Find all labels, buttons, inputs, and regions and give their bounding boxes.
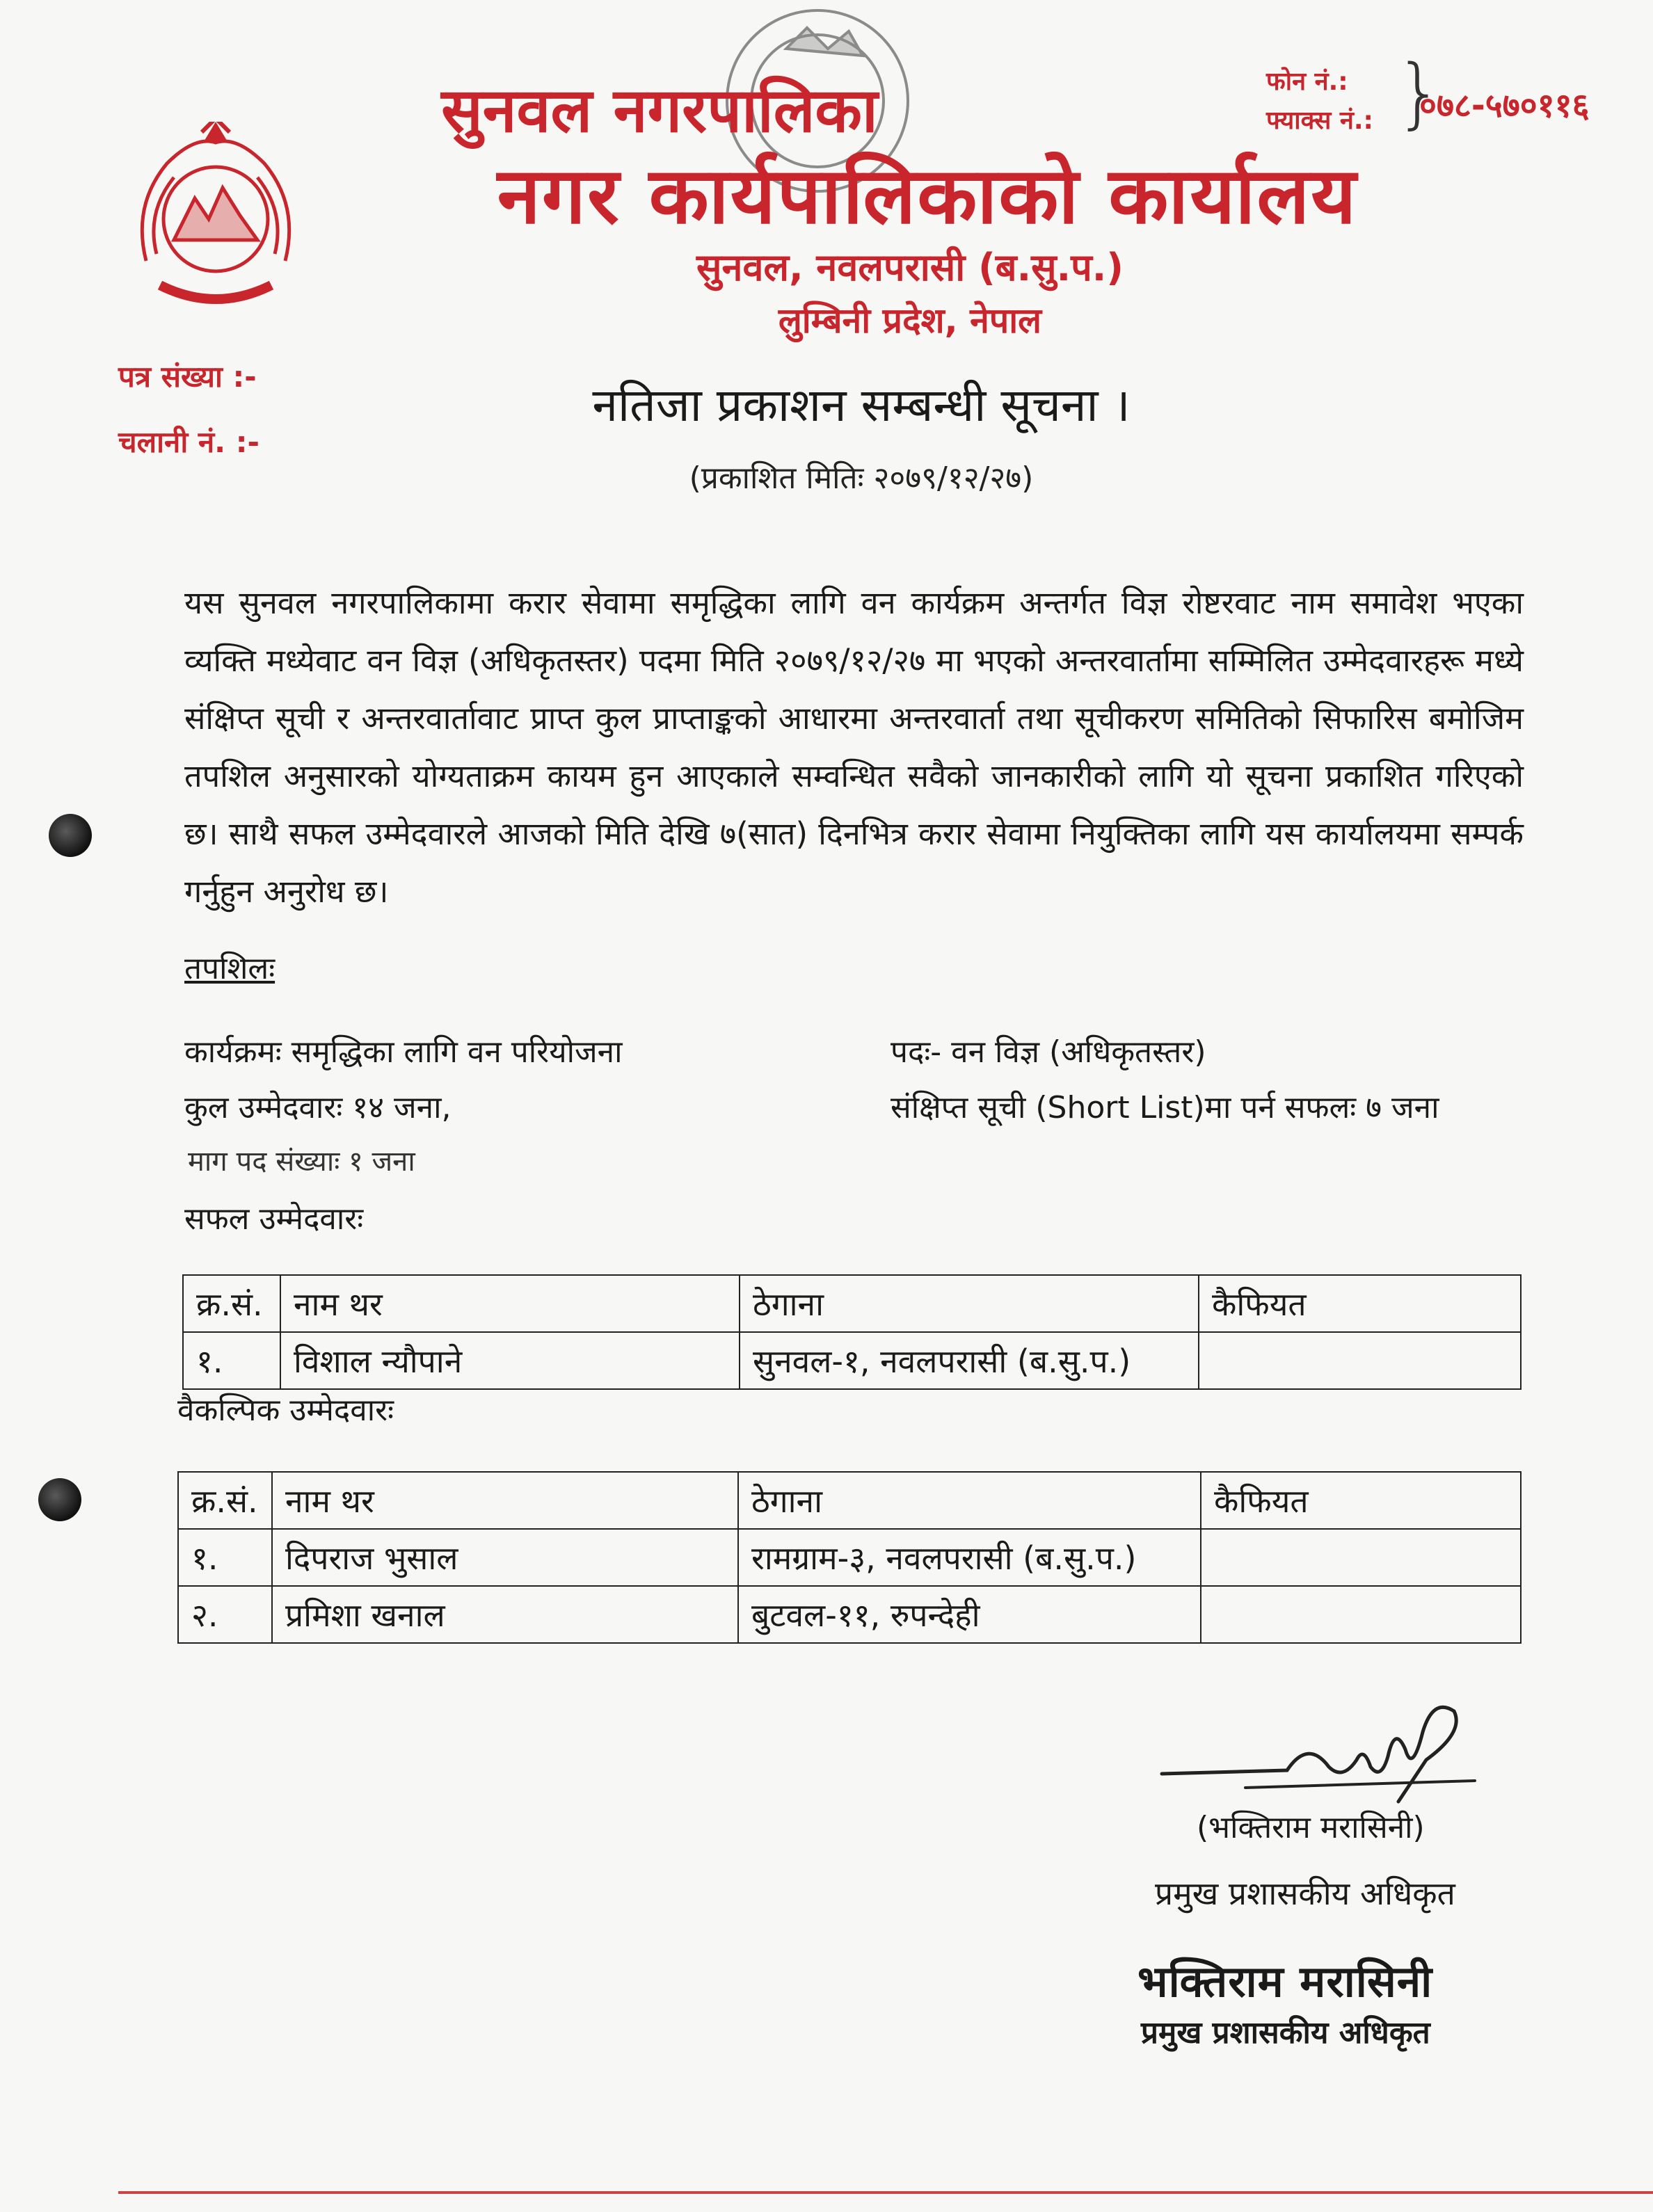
punch-hole	[38, 1478, 81, 1521]
address-line-1: सुनवल, नवलपरासी (ब.सु.प.)	[696, 246, 1124, 289]
dispatch-number-label: चलानी नं. :-	[118, 425, 259, 459]
bottom-divider	[118, 2191, 1653, 2194]
table-row	[183, 1332, 1521, 1389]
cell-name: विशाल न्यौपाने	[280, 1332, 740, 1389]
cell-address: सुनवल-१, नवलपरासी (ब.सु.प.)	[740, 1332, 1199, 1389]
header-cell-remarks: कैफियत	[1201, 1472, 1521, 1529]
contact-labels	[1266, 63, 1373, 141]
header-cell-sn: क्र.सं.	[178, 1472, 272, 1529]
shortlist-field: संक्षिप्त सूची (Short List)मा पर्न सफलः ७ जना	[891, 1090, 1439, 1125]
header-cell-name: नाम थर	[280, 1275, 740, 1332]
contact-brace: }	[1395, 48, 1444, 137]
cell-sn: १.	[183, 1332, 280, 1389]
notice-body: यस सुनवल नगरपालिकामा करार सेवामा समृद्धिका लागि वन कार्यक्रम अन्तर्गत विज्ञ रोष्टरवाट नाम समावेश भएका व्यक्ति मध्येवाट वन विज्ञ (अधिकृतस्तर) पदमा मिति २०७९/१२/२७ मा भएको अन्तरवार्तामा सम्मिलित उम्मेदवारहरू मध्ये संक्षिप्त सूची र अन्तरवार्तावाट प्राप्त कुल प्राप्ताङ्कको आधारमा अन्तरवार्ता तथा सूचीकरण समितिको सिफारिस बमोजिम तपशिल अनुसारको योग्यताक्रम कायम हुन आएकाले सम्वन्धित सवैको जानकारीको लागि यो सूचना प्रकाशित गरिएको छ। साथै सफल उम्मेदवारले आजको मिति देखि ७(सात) दिनभित्र करार सेवामा नियुक्तिका लागि यस कार्यालयमा सम्पर्क गर्नुहुन अनुरोध छ।	[184, 584, 1524, 910]
table-header-row	[183, 1275, 1521, 1332]
municipality-name: सुनवल नगरपालिका	[441, 74, 878, 146]
total-candidates-field: कुल उम्मेदवारः १४ जना,	[184, 1090, 452, 1125]
punch-hole	[49, 814, 92, 857]
name-stamp: भक्तिराम मरासिनी	[1137, 1956, 1433, 2007]
cell-address: रामग्राम-३, नवलपरासी (ब.सु.प.)	[738, 1529, 1201, 1586]
cell-name: दिपराज भुसाल	[272, 1529, 738, 1586]
signatory-name: (भक्तिराम मरासिनी)	[1197, 1810, 1425, 1845]
table-header-row	[178, 1472, 1521, 1529]
cell-sn: १.	[178, 1529, 272, 1586]
phone-label: फोन नं.:	[1266, 67, 1348, 96]
successful-candidates-table	[182, 1274, 1522, 1390]
header-cell-address: ठेगाना	[740, 1275, 1199, 1332]
cell-address: बुटवल-११, रुपन्देही	[738, 1586, 1201, 1643]
header-cell-sn: क्र.सं.	[183, 1275, 280, 1332]
letter-number-label: पत्र संख्या :-	[118, 360, 257, 394]
post-field: पदः- वन विज्ञ (अधिकृतस्तर)	[891, 1034, 1206, 1070]
notice-title: नतिजा प्रकाशन सम्बन्धी सूचना ।	[592, 378, 1131, 432]
header-cell-address: ठेगाना	[738, 1472, 1201, 1529]
phone-number: ०७८-५७०११६	[1419, 86, 1590, 125]
header-cell-remarks: कैफियत	[1199, 1275, 1521, 1332]
alternate-candidates-table	[177, 1471, 1522, 1644]
cell-remarks	[1199, 1332, 1521, 1389]
alternate-candidates-label: वैकल्पिक उम्मेदवारः	[177, 1393, 394, 1428]
cell-remarks	[1201, 1586, 1521, 1643]
signatory-title: प्रमुख प्रशासकीय अधिकृत	[1155, 1875, 1455, 1912]
header-cell-name: नाम थर	[272, 1472, 738, 1529]
details-label: तपशिलः	[184, 951, 276, 986]
demand-posts-field: माग पद संख्याः १ जना	[188, 1146, 415, 1178]
cell-remarks	[1201, 1529, 1521, 1586]
title-stamp: प्रमुख प्रशासकीय अधिकृत	[1141, 2015, 1430, 2051]
cell-name: प्रमिशा खनाल	[272, 1586, 738, 1643]
address-line-2: लुम्बिनी प्रदेश, नेपाल	[778, 300, 1042, 341]
fax-label: फ्याक्स नं.:	[1266, 106, 1373, 135]
published-date: (प्रकाशित मितिः २०७९/१२/२७)	[689, 460, 1034, 496]
program-field: कार्यक्रमः समृद्धिका लागि वन परियोजना	[184, 1034, 623, 1070]
cell-sn: २.	[178, 1586, 272, 1643]
table-row	[178, 1529, 1521, 1586]
office-name: नगर कार्यपालिकाको कार्यालय	[497, 151, 1358, 241]
table-row	[178, 1586, 1521, 1643]
successful-candidates-label: सफल उम्मेदवारः	[184, 1201, 364, 1237]
